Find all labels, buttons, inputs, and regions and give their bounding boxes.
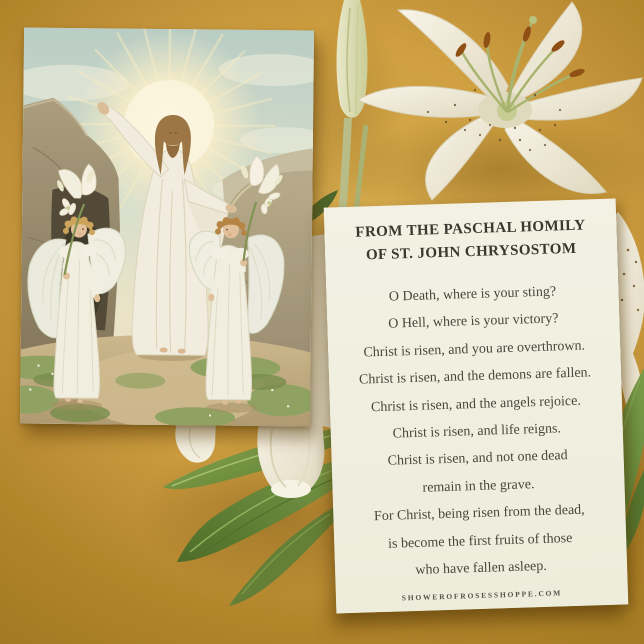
poem-line: For Christ, being risen from the dead, — [373, 502, 585, 525]
poem-line: O Hell, where is your victory? — [388, 311, 559, 333]
poem-line: is become the first fruits of those — [387, 530, 573, 552]
poem-line: Christ is risen, and the angels rejoice. — [370, 393, 582, 415]
poem-line: Christ is risen, and not one dead — [387, 448, 568, 470]
brand-footer: SHOWEROFROSESSHOPPE.COM — [401, 588, 563, 603]
poem-line: who have fallen asleep. — [415, 558, 547, 579]
sepia-wash — [20, 27, 314, 426]
poem-line: Christ is risen, and you are overthrown. — [363, 338, 586, 361]
card-title-line2: OF ST. JOHN CHRYSOSTOM — [365, 240, 577, 264]
homily-text — [326, 276, 627, 586]
card-title — [324, 214, 617, 269]
resurrection-painting — [20, 27, 314, 426]
prayer-card — [324, 199, 629, 614]
painting-card — [20, 27, 314, 426]
card-title-line1: FROM THE PASCHAL HOMILY — [355, 217, 586, 241]
poem-line: Christ is risen, and the demons are fallen. — [358, 365, 592, 388]
poem-line: remain in the grave. — [422, 477, 535, 496]
poem-line: Christ is risen, and life reigns. — [392, 421, 562, 442]
poem-line: O Death, where is your sting? — [388, 284, 557, 305]
